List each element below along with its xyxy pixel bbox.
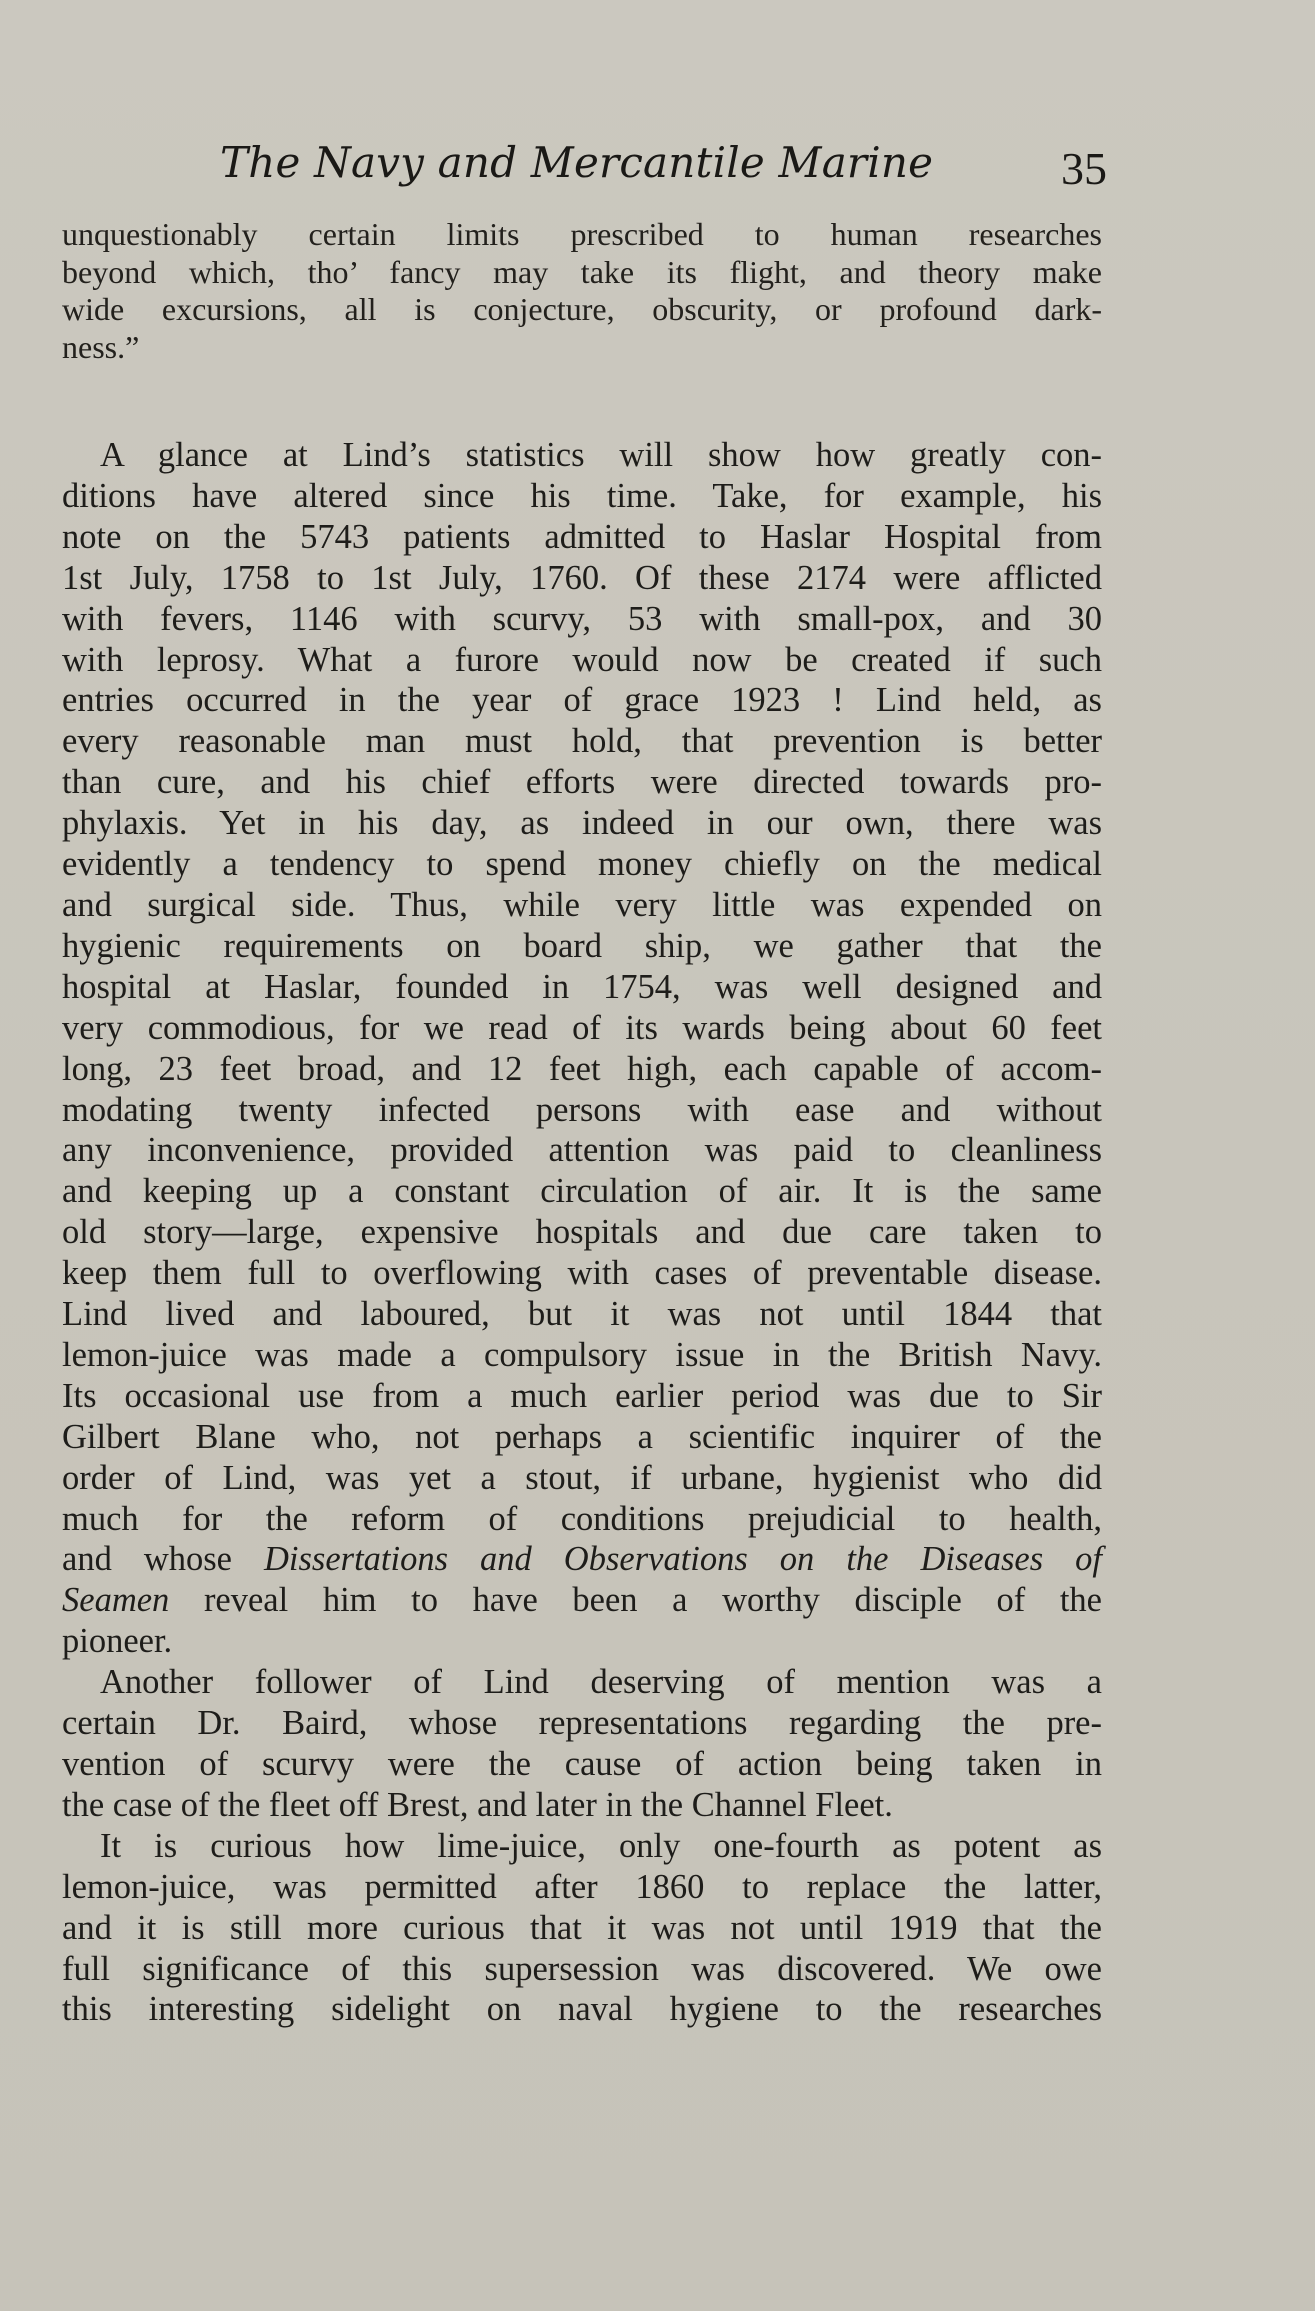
- text-line: vention of scurvy were the cause of action being taken in: [62, 1745, 1102, 1783]
- text-line: with fevers, 1146 with scurvy, 53 with small-pox, and 30: [62, 599, 1102, 638]
- text-line: and keeping up a constant circulation of air. It is the same: [62, 1172, 1102, 1211]
- text-line: beyond which, tho’ fancy may take its flight, and theory make: [62, 253, 1102, 290]
- book-title: Dissertations and Observations on the Diseases of: [264, 1540, 1102, 1579]
- text-line: keep them full to overflowing with cases of preventable disease.: [62, 1254, 1102, 1293]
- text-line: every reasonable man must hold, that prevention is better: [62, 722, 1102, 761]
- text-line: lemon-juice, was permitted after 1860 to replace the latter,: [62, 1867, 1102, 1906]
- paragraph-1: [62, 435, 1102, 1662]
- text-line-with-title: [62, 1539, 1102, 1580]
- book-title: Seamen: [62, 1581, 170, 1620]
- text-line: ness.”: [62, 328, 140, 365]
- quote-continuation: [62, 216, 1102, 366]
- text-line: pioneer.: [62, 1622, 173, 1661]
- text-line: the case of the fleet off Brest, and later in the Channel Fleet.: [62, 1785, 893, 1824]
- text-line: and it is still more curious that it was not until 1919 that the: [62, 1908, 1102, 1947]
- text-line: note on the 5743 patients admitted to Haslar Hospital from: [62, 517, 1102, 556]
- text-line: hospital at Haslar, founded in 1754, was well designed and: [62, 967, 1102, 1006]
- text-line: Lind lived and laboured, but it was not until 1844 that: [62, 1295, 1102, 1334]
- text-line: Its occasional use from a much earlier period was due to Sir: [62, 1376, 1102, 1415]
- text-line: wide excursions, all is conjecture, obscurity, or profound dark-: [62, 291, 1102, 327]
- text-line-with-title: [62, 1580, 1102, 1621]
- text-line: It is curious how lime-juice, only one-fourth as potent as: [100, 1826, 1102, 1865]
- text-line: and surgical side. Thus, while very little was expended on: [62, 885, 1102, 924]
- page-number: 35: [1061, 143, 1107, 194]
- running-title: The Navy and Mercantile Marine: [220, 138, 934, 187]
- text-line: 1st July, 1758 to 1st July, 1760. Of these 2174 were afflicted: [62, 558, 1102, 597]
- text-line: evidently a tendency to spend money chiefly on the medical: [62, 845, 1102, 884]
- body-text: [62, 435, 1102, 2030]
- text-line: certain Dr. Baird, whose representations regarding the pre-: [62, 1704, 1102, 1743]
- text-fragment: reveal him to have been a worthy disciple of the: [169, 1581, 1102, 1620]
- text-line: lemon-juice was made a compulsory issue in the British Navy.: [62, 1335, 1102, 1374]
- text-line: than cure, and his chief efforts were directed towards pro-: [62, 763, 1102, 802]
- text-line: unquestionably certain limits prescribed to human researches: [62, 216, 1102, 252]
- text-line: phylaxis. Yet in his day, as indeed in our own, there was: [62, 804, 1102, 843]
- running-head: [62, 138, 1107, 198]
- text-line: ditions have altered since his time. Take, for example, his: [62, 476, 1102, 515]
- text-line: with leprosy. What a furore would now be created if such: [62, 640, 1102, 679]
- text-line: modating twenty infected persons with ease and without: [62, 1090, 1102, 1129]
- text-line: A glance at Lind’s statistics will show how greatly con-: [100, 436, 1102, 474]
- text-line: old story—large, expensive hospitals and due care taken to: [62, 1213, 1102, 1252]
- text-line: Gilbert Blane who, not perhaps a scientific inquirer of the: [62, 1417, 1102, 1456]
- paragraph-2: [62, 1662, 1102, 1826]
- text-line: any inconvenience, provided attention was paid to cleanliness: [62, 1131, 1102, 1170]
- text-fragment: and whose: [62, 1540, 264, 1579]
- text-line: hygienic requirements on board ship, we gather that the: [62, 926, 1102, 965]
- text-line: order of Lind, was yet a stout, if urbane, hygienist who did: [62, 1458, 1102, 1497]
- text-line: long, 23 feet broad, and 12 feet high, each capable of accom-: [62, 1049, 1102, 1088]
- text-line: this interesting sidelight on naval hygiene to the researches: [62, 1990, 1102, 2029]
- text-line: very commodious, for we read of its wards being about 60 feet: [62, 1008, 1102, 1047]
- text-line: much for the reform of conditions prejudicial to health,: [62, 1499, 1102, 1538]
- text-line: entries occurred in the year of grace 1923 ! Lind held, as: [62, 681, 1102, 720]
- text-line: Another follower of Lind deserving of mention was a: [100, 1663, 1102, 1702]
- paragraph-3: [62, 1826, 1102, 2031]
- text-line: full significance of this supersession was discovered. We owe: [62, 1949, 1102, 1988]
